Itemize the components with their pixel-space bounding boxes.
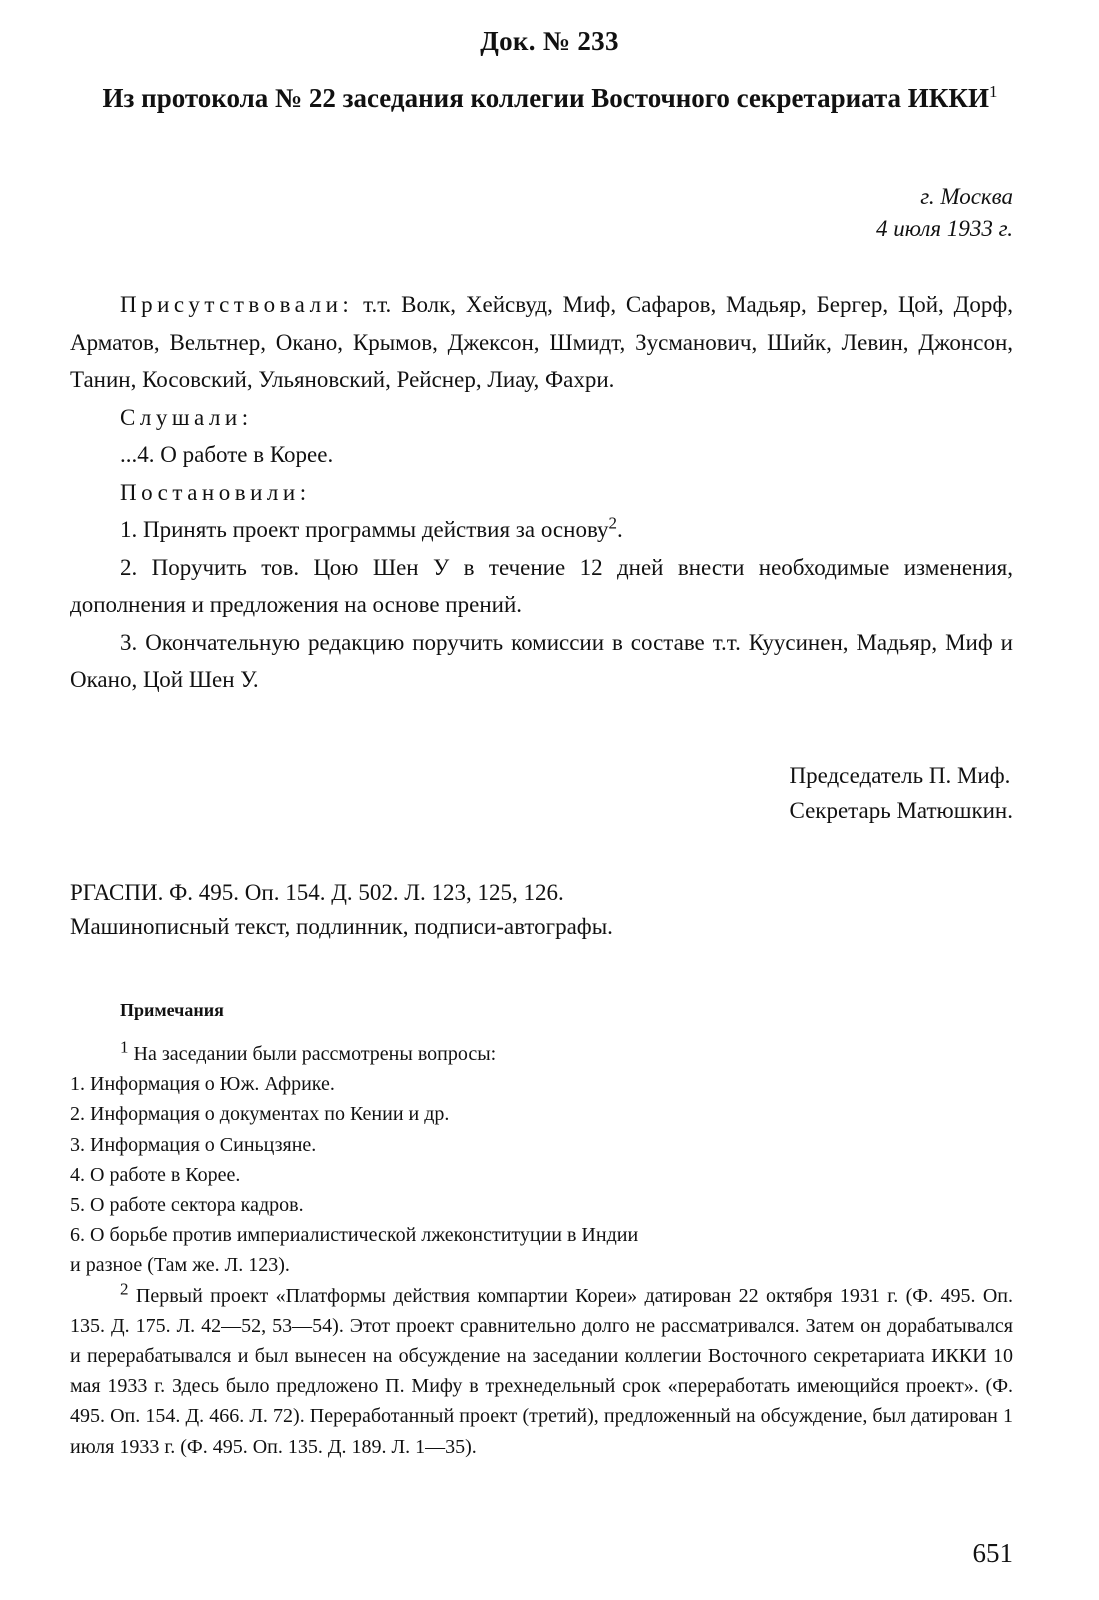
secretary-signature: Секретарь Матюшкин. xyxy=(789,798,1013,823)
archive-description: Машинописный текст, подлинник, подписи-автографы. xyxy=(70,914,613,939)
heard-item: ...4. О работе в Корее. xyxy=(120,442,334,467)
decision-3: 3. Окончательную редакцию поручить комиссии в составе т.т. Куусинен, Мадьяр, Миф и Окано, Цой Шен У. xyxy=(70,629,1013,692)
place: г. Москва xyxy=(920,184,1013,209)
note-2-text: Первый проект «Платформы действия компартии Кореи» датирован 22 октября 1931 г. (Ф. 495. Оп. 135. Д. 175. Л. 42—52, 53—54). Этот проект сравнительно долго не рассматривался. Затем он дорабатывался и перерабатывался и был вынесен на обсуждение на заседании коллегии Восточного секретариата ИККИ 10 мая 1933 г. Здесь было предложено П. Мифу в трехнедельный срок «переработать имеющийся проект». (Ф. 495. Оп. 154. Д. 466. Л. 72). Переработанный проект (третий), предложенный на обсуждение, был датирован 1 июля 1933 г. (Ф. 495. Оп. 135. Д. 189. Л. 1—35). xyxy=(70,1284,1013,1458)
decision-1-end: . xyxy=(617,517,623,542)
archive-reference: РГАСПИ. Ф. 495. Оп. 154. Д. 502. Л. 123, 125, 126. xyxy=(70,880,564,905)
note-1-mark: 1 xyxy=(120,1037,129,1057)
title-footnote-mark: 1 xyxy=(988,82,998,101)
document-title-text: Из протокола № 22 заседания коллегии Восточного секретариата ИККИ xyxy=(102,83,989,113)
note-2 xyxy=(70,1278,1013,1462)
archive-reference-block xyxy=(70,876,613,944)
page-number: 651 xyxy=(972,1538,1013,1568)
decision-1-text: 1. Принять проект программы действия за основу xyxy=(120,517,609,542)
decision-2: 2. Поручить тов. Цою Шен У в течение 12 дней внести необходимые изменения, дополнения и предложения на основе прений. xyxy=(70,554,1013,617)
decided-label-paragraph xyxy=(70,474,1013,512)
notes-block xyxy=(70,1039,1013,1462)
note-1-item: 5. О работе сектора кадров. xyxy=(70,1194,304,1217)
heard-label-paragraph xyxy=(70,399,1013,437)
date: 4 июля 1933 г. xyxy=(875,216,1013,241)
decision-1 xyxy=(70,511,1013,549)
present-paragraph xyxy=(70,286,1013,399)
signatures-block xyxy=(789,758,1013,828)
place-date-block xyxy=(876,181,1013,245)
note-1-item: 1. Информация о Юж. Африке. xyxy=(70,1073,335,1096)
note-1-intro xyxy=(70,1039,1013,1069)
protocol-body xyxy=(70,286,1013,699)
notes-heading: Примечания xyxy=(120,1000,224,1020)
chairman-signature: Председатель П. Миф. xyxy=(789,763,1011,788)
note-2-mark: 2 xyxy=(120,1278,129,1298)
decision-1-footnote-mark: 2 xyxy=(608,513,618,533)
heard-label: Слушали: xyxy=(120,404,253,430)
present-list: т.т. Волк, Хейсвуд, Миф, Сафаров, Мадьяр, Бергер, Цой, Дорф, Арматов, Вельтнер, Окано, Крымов, Джексон, Шмидт, Зусманович, Шийк, Левин, Джонсон, Танин, Косовский, Ульяновский, Рейснер, Лиау, Фахри. xyxy=(70,292,1013,392)
document-number: Док. № 233 xyxy=(480,26,619,56)
document-title xyxy=(70,80,1030,116)
note-1-item: 6. О борьбе против империалистической лжеконституции в Индии xyxy=(70,1224,639,1247)
note-1-item: 4. О работе в Корее. xyxy=(70,1163,241,1186)
note-1-item: 3. Информация о Синьцзяне. xyxy=(70,1133,317,1156)
present-label: Присутствовали: xyxy=(120,292,354,317)
decided-label: Постановили: xyxy=(120,479,311,505)
note-1-item: 2. Информация о документах по Кении и др. xyxy=(70,1103,450,1126)
note-1-intro-text: На заседании были рассмотрены вопросы: xyxy=(133,1043,497,1065)
note-1-item: и разное (Там же. Л. 123). xyxy=(70,1254,290,1277)
